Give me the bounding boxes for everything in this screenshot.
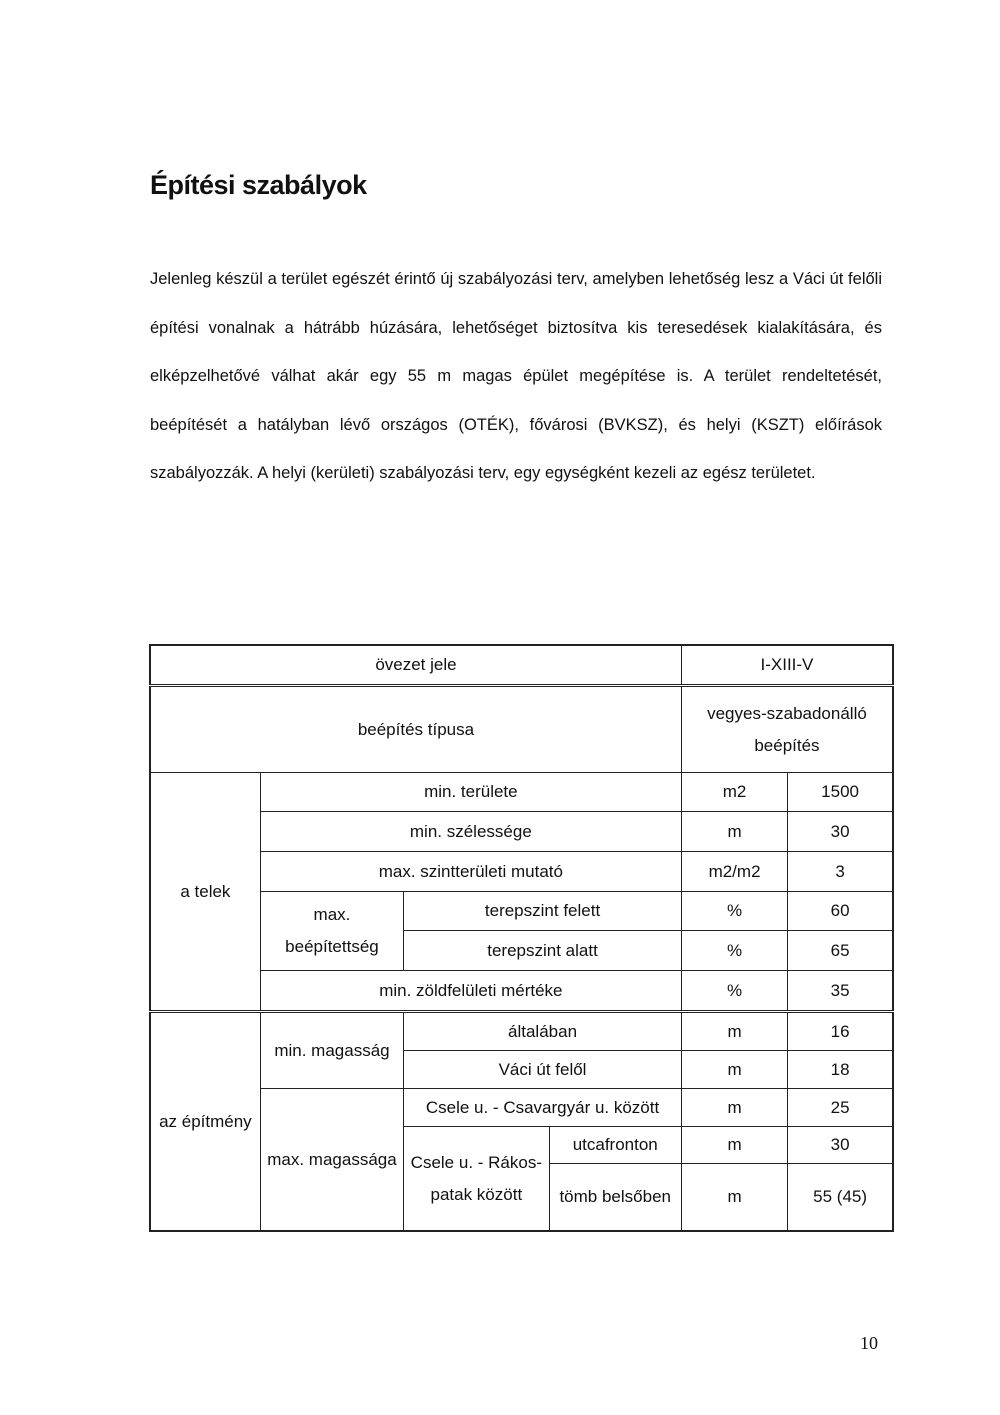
lot-group-label: a telek — [150, 773, 260, 1012]
cell-value: 30 — [788, 812, 893, 852]
page-title: Építési szabályok — [150, 170, 367, 200]
cell-value: 30 — [788, 1127, 893, 1164]
table-row — [150, 852, 893, 892]
cell-label: utcafronton — [549, 1127, 681, 1164]
cell-unit: m2/m2 — [681, 852, 787, 892]
cell-unit: % — [681, 892, 787, 931]
cell-value: 35 — [788, 971, 893, 1012]
min-height-label: min. magasság — [260, 1012, 403, 1089]
max-height-label: max. magassága — [260, 1089, 403, 1232]
cell-unit: m2 — [681, 773, 787, 812]
cell-value: 3 — [788, 852, 893, 892]
build-type-value: vegyes-szabadonálló beépítés — [681, 686, 893, 773]
cell-label: terepszint felett — [404, 892, 682, 931]
cell-label: max. szintterületi mutató — [260, 852, 681, 892]
table-row — [150, 812, 893, 852]
csele-rakos-label: Csele u. - Rákos-patak között — [404, 1127, 549, 1232]
table-row — [150, 1012, 893, 1051]
table-row — [150, 686, 893, 773]
building-rules-table — [149, 644, 894, 1232]
zone-label: övezet jele — [150, 645, 681, 686]
cell-unit: m — [681, 812, 787, 852]
table-row — [150, 892, 893, 931]
cell-unit: m — [681, 1127, 787, 1164]
table-row — [150, 1089, 893, 1127]
page-number: 10 — [860, 1333, 878, 1353]
cell-label: tömb belsőben — [549, 1164, 681, 1232]
cell-label: terepszint alatt — [404, 931, 682, 971]
cell-value: 65 — [788, 931, 893, 971]
cell-value: 60 — [788, 892, 893, 931]
cell-label: min. zöldfelületi mértéke — [260, 971, 681, 1012]
cell-value: 16 — [788, 1012, 893, 1051]
paragraph-text: Jelenleg készül a terület egészét érintő új szabályozási terv, amelyben lehetőség lesz a Váci út felőli építési vonalnak a hátrább húzására, lehetőséget biztosítva kis teresedések kialakítására, és elképzelhetővé válhat akár egy 55 m magas épület megépítése is. A terület rendeltetését, beépítését a hatályban lévő országos (OTÉK), fővárosi (BVKSZ), és helyi (KSZT) előírások szabályozzák. A helyi (kerületi) szabályozási terv, egy egységként kezeli az egész területet. — [150, 270, 882, 482]
table-row — [150, 971, 893, 1012]
building-group-label: az építmény — [150, 1012, 260, 1232]
cell-label: min. területe — [260, 773, 681, 812]
body-paragraph — [150, 255, 882, 498]
cell-unit: % — [681, 971, 787, 1012]
table-row — [150, 645, 893, 686]
cell-value: 1500 — [788, 773, 893, 812]
cell-label: min. szélessége — [260, 812, 681, 852]
cell-value: 18 — [788, 1051, 893, 1089]
cell-value: 55 (45) — [788, 1164, 893, 1232]
cell-value: 25 — [788, 1089, 893, 1127]
cell-unit: m — [681, 1012, 787, 1051]
cell-unit: m — [681, 1089, 787, 1127]
build-type-label: beépítés típusa — [150, 686, 681, 773]
zone-value: I-XIII-V — [681, 645, 893, 686]
cell-unit: % — [681, 931, 787, 971]
cell-label: általában — [404, 1012, 682, 1051]
cell-label: Váci út felől — [404, 1051, 682, 1089]
table-row — [150, 773, 893, 812]
cell-unit: m — [681, 1164, 787, 1232]
cell-unit: m — [681, 1051, 787, 1089]
cell-label: Csele u. - Csavargyár u. között — [404, 1089, 682, 1127]
max-coverage-label: max. beépítettség — [260, 892, 403, 971]
